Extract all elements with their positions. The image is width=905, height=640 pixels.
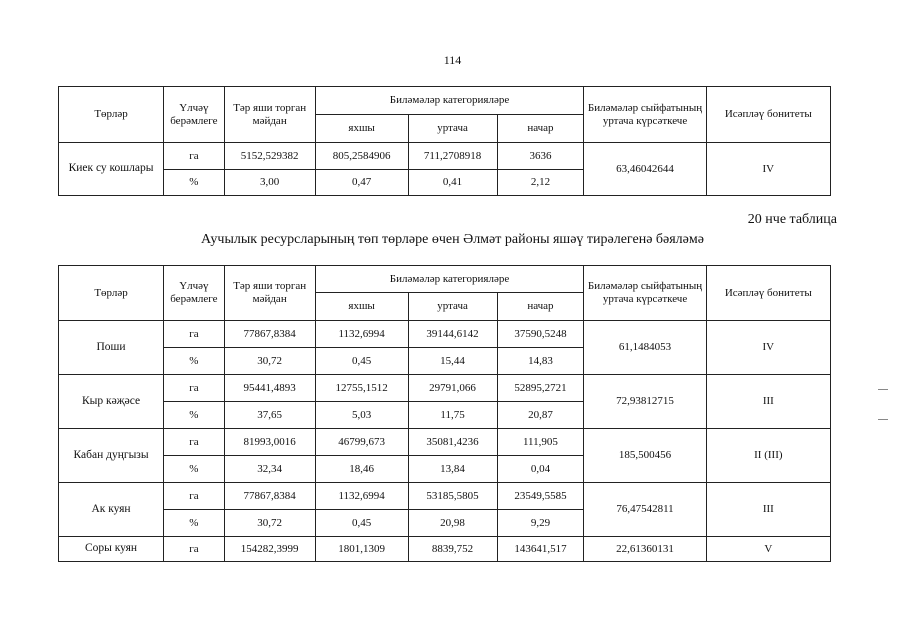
area-cell: 37,65 [224, 402, 315, 429]
area-cell: 77867,8384 [224, 321, 315, 348]
quality-cell: 72,93812715 [584, 375, 706, 429]
unit-cell: га [164, 143, 225, 170]
table-title: Аучылык ресурсларының төп төрләре өчен Әлмәт районы яшәү тирәлегенә бәяләмә [201, 232, 704, 247]
area-cell: 3,00 [224, 170, 315, 196]
unit-cell: га [164, 321, 225, 348]
margin-mark [878, 389, 888, 390]
medium-cell: 39144,6142 [408, 321, 497, 348]
header-bonitet: Исәпләү бонитеты [706, 87, 830, 143]
header-area: Тәр яши торган мәйдан [224, 266, 315, 321]
poor-cell: 111,905 [497, 429, 584, 456]
medium-cell: 0,41 [408, 170, 497, 196]
bonitet-cell: III [706, 375, 830, 429]
poor-cell: 52895,2721 [497, 375, 584, 402]
poor-cell: 9,29 [497, 510, 584, 537]
table-row [59, 483, 831, 510]
header-categories: Биләмәләр категорияләре [315, 87, 584, 115]
table-row [59, 143, 831, 170]
good-cell: 1132,6994 [315, 321, 408, 348]
area-cell: 30,72 [224, 510, 315, 537]
good-cell: 1132,6994 [315, 483, 408, 510]
quality-cell: 61,1484053 [584, 321, 706, 375]
poor-cell: 2,12 [497, 170, 584, 196]
medium-cell: 15,44 [408, 348, 497, 375]
table-number-label: 20 нче таблица [747, 212, 837, 227]
species-name: Поши [59, 321, 164, 375]
area-cell: 32,34 [224, 456, 315, 483]
header-poor: начар [497, 293, 584, 321]
good-cell: 18,46 [315, 456, 408, 483]
margin-mark [878, 419, 888, 420]
table-1 [58, 86, 831, 196]
medium-cell: 13,84 [408, 456, 497, 483]
area-cell: 77867,8384 [224, 483, 315, 510]
header-species: Төрләр [59, 87, 164, 143]
quality-cell: 185,500456 [584, 429, 706, 483]
area-cell: 81993,0016 [224, 429, 315, 456]
header-unit: Үлчәү берәмлеге [164, 266, 225, 321]
species-name: Ак куян [59, 483, 164, 537]
area-cell: 154282,3999 [224, 537, 315, 562]
page-number: 114 [443, 53, 462, 67]
header-categories: Биләмәләр категорияләре [315, 266, 584, 293]
bonitet-cell: IV [706, 143, 830, 196]
unit-cell: га [164, 375, 225, 402]
poor-cell: 37590,5248 [497, 321, 584, 348]
header-bonitet: Исәпләү бонитеты [706, 266, 830, 321]
good-cell: 0,47 [315, 170, 408, 196]
unit-cell: % [164, 510, 225, 537]
header-unit: Үлчәү берәмлеге [164, 87, 225, 143]
bonitet-cell: IV [706, 321, 830, 375]
quality-cell: 76,47542811 [584, 483, 706, 537]
good-cell: 5,03 [315, 402, 408, 429]
bonitet-cell: V [706, 537, 830, 562]
quality-cell: 22,61360131 [584, 537, 706, 562]
unit-cell: % [164, 402, 225, 429]
table-row [59, 321, 831, 348]
medium-cell: 711,2708918 [408, 143, 497, 170]
unit-cell: га [164, 429, 225, 456]
poor-cell: 143641,517 [497, 537, 584, 562]
quality-cell: 63,46042644 [584, 143, 706, 196]
good-cell: 12755,1512 [315, 375, 408, 402]
area-cell: 95441,4893 [224, 375, 315, 402]
medium-cell: 11,75 [408, 402, 497, 429]
species-name: Соры куян [59, 537, 164, 562]
header-good: яхшы [315, 115, 408, 143]
poor-cell: 3636 [497, 143, 584, 170]
medium-cell: 8839,752 [408, 537, 497, 562]
unit-cell: % [164, 348, 225, 375]
bonitet-cell: II (III) [706, 429, 830, 483]
header-medium: уртача [408, 115, 497, 143]
area-cell: 5152,529382 [224, 143, 315, 170]
good-cell: 0,45 [315, 510, 408, 537]
table-2 [58, 265, 831, 562]
header-poor: начар [497, 115, 584, 143]
header-species: Төрләр [59, 266, 164, 321]
species-name: Кыр кәҗәсе [59, 375, 164, 429]
good-cell: 805,2584906 [315, 143, 408, 170]
header-quality: Биләмәләр сыйфатының уртача күрсәткече [584, 87, 706, 143]
medium-cell: 35081,4236 [408, 429, 497, 456]
area-cell: 30,72 [224, 348, 315, 375]
table-row [59, 429, 831, 456]
header-quality: Биләмәләр сыйфатының уртача күрсәткече [584, 266, 706, 321]
poor-cell: 0,04 [497, 456, 584, 483]
unit-cell: % [164, 170, 225, 196]
medium-cell: 53185,5805 [408, 483, 497, 510]
medium-cell: 20,98 [408, 510, 497, 537]
header-area: Тәр яши торган мәйдан [224, 87, 315, 143]
table-row [59, 537, 831, 562]
species-name: Киек су кошлары [59, 143, 164, 196]
unit-cell: га [164, 537, 225, 562]
poor-cell: 14,83 [497, 348, 584, 375]
poor-cell: 20,87 [497, 402, 584, 429]
header-medium: уртача [408, 293, 497, 321]
unit-cell: га [164, 483, 225, 510]
unit-cell: % [164, 456, 225, 483]
poor-cell: 23549,5585 [497, 483, 584, 510]
header-good: яхшы [315, 293, 408, 321]
good-cell: 46799,673 [315, 429, 408, 456]
good-cell: 1801,1309 [315, 537, 408, 562]
good-cell: 0,45 [315, 348, 408, 375]
medium-cell: 29791,066 [408, 375, 497, 402]
table-row [59, 375, 831, 402]
species-name: Кабан дуңгызы [59, 429, 164, 483]
bonitet-cell: III [706, 483, 830, 537]
